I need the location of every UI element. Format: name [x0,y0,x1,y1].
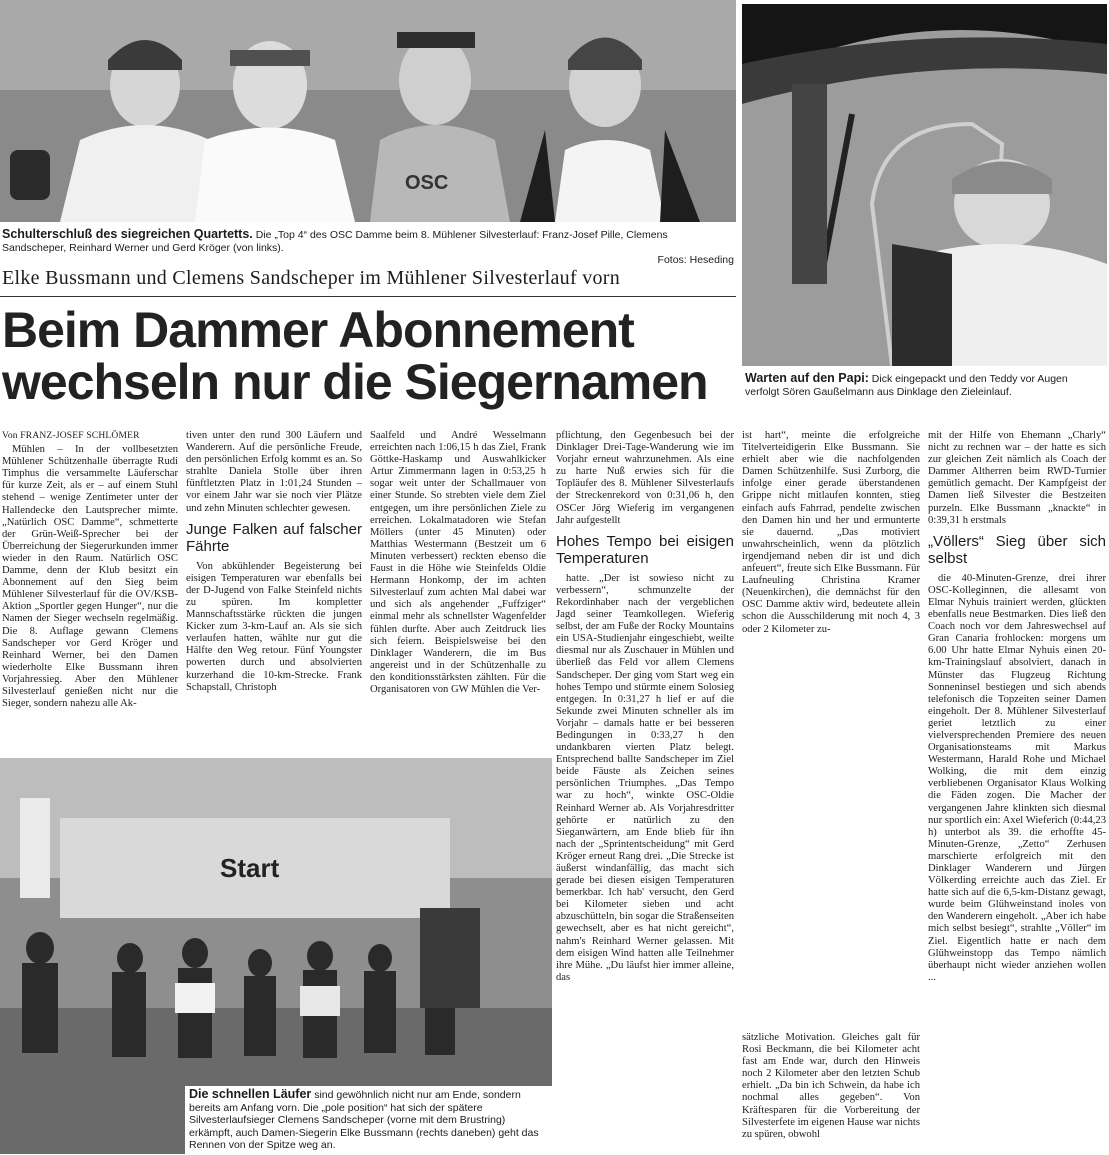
start-banner-text: Start [220,853,280,883]
column-4-text-b: hatte. „Der ist sowieso nicht zu verbessern“, schmunzelte der Rekordinhaber nach der vergeblichen Jagd seiner Teamkollegen. Wieferig selbst, der am Fuße der Rocky Mountains ein USA-Studienjahr eingeschiebt, weilte diesmal nur als Zuschauer in Mühlen und überließ das Feld vor allem Clemens Sandscheper. Der ging vom Start weg ein hohes Tempo und stürmte einem Solosieg entgegen. In 0:31,27 h lief er auf die Sekunde zwei Minuten schneller als im Vorjahr – damals hatte er bei besseren Bedingungen in 0:33,27 h den undankbaren vierten Platz belegt. Entsprechend ballte Sandscheper im Ziel beide Fäuste als Zeichen seines persönlichen Triumphes. „Das Tempo war zu hoch“, winkte OSC-Oldie Reinhard Werner ab. Als Vorjahresdritter gehörte er natürlich zu den Sieganwärtern, am Ende blieb für ihn nach der „Sprintentscheidung“ mit Gerd Kröger erneut Rang drei. „Die Strecke ist äußerst windanfällig, das macht sich gerade bei diesen eisigen Temperaturen bemerkbar. Ich hab' versucht, den Gerd bei Kilometer sieben und acht abzuschütteln, bin sogar die Straßenseiten gewechselt, aber es hat nicht gereicht“, nahm's Reinhard Werner gelassen. Mit dem eisigen Wind hatten alle Teilnehmer ihre Mühe. „Du läufst hier immer alleine, das [556,572,734,983]
subheading-junge-falken: Junge Falken auf falscher Fährte [186,520,362,555]
article-column-6 [928,430,1106,1152]
kicker-rule [0,296,736,297]
stroller-photo [742,4,1107,366]
start-photo-caption [185,1086,555,1154]
article-column-5-bottom [742,1032,920,1152]
subheading-hohes-tempo: Hohes Tempo bei eisigen Temperaturen [556,532,734,567]
article-column-3 [370,430,546,752]
column-2-text-a: tiven unter den rund 300 Läufern und Wanderern. Auf die persönliche Freude, den persönlichen Erfolg kommt es an. So strahlte Daniela Stolle über ihren fünftletzten Platz in 1:01,24 Stunden – vor einem Jahr war sie noch vier Plätze und zehn Minuten schlechter gewesen. [186,430,362,514]
subheading-voellers-sieg: „Völlers“ Sieg über sich selbst [928,532,1106,567]
column-6-text-a: mit der Hilfe von Ehemann „Charly“ nicht zu rechnen war – der hatte es sich zur gleichen Zeit nämlich als Coach der Dammer Altherren beim RWD-Turnier gemütlich gemacht. Der Kampfgeist der Damen ließ Silvester die Bestzeiten purzeln. Elke Bussmann „knackte“ in 0:39,31 h erstmals [928,430,1106,526]
top-photo-caption [2,228,734,267]
stroller-caption-text: Dick eingepackt und den Teddy vor Augen verfolgt Sören Gaußelmann aus Dinklage den Zieleinlauf. [745,373,1068,398]
runners-quartet-image [0,0,736,222]
column-3-text: Saalfeld und André Wesselmann erreichten nach 1:06,15 h das Ziel, Frank Göttke-Haskamp und Auswahlkicker Artur Zimmermann lagen in 0:53,25 h sogar weit unter der Schallmauer von einer Stunde. So strebten viele dem Ziel entgegen, um ihre persönlichen Ziele zu erreichen. Lokalmatadoren wie Stefan Möllers (unter 45 Minuten) oder Matthias Westermann (Bestzeit um 6 Minuten verbessert) reckten ebenso die Faust in die Höhe wie Steinfelds Oldie Hermann Honkomp, der im achten Silvesterlauf zum achten Mal dabei war und sich als angehender „Fuffziger“ einmal mehr als schnellster Wagenfelder fühlen durfte. Aber auch Zeitdruck lies sich feiern. Beispielsweise bei den Dinklager Wanderern, die im Bus angereist und in der Schützenhalle zu den konditionsstärksten zählten. Für die Organisatoren von GW Mühlen die Ver- [370,430,546,695]
article-column-4 [556,430,734,1152]
column-4-text-a: pflichtung, den Gegenbesuch bei der Dinklager Drei-Tage-Wanderung wie im Vorjahr erneut wahrzunehmen. Als eine zu harte Nuß erwies sich für die Topläufer des 8. Mühlener Silvesterlaufs der Streckenrekord von 0:31,06 h, den OSCer Jörg Wieferig im vergangenen Jahr aufgestellt [556,430,734,526]
column-5-text-b: sätzliche Motivation. Gleiches galt für Rosi Beckmann, die bei Kilometer acht fast am Ende war, durch den Hinweis noch 2 Kilometer aber den letzten Schub erhielt. „Da bin ich Schwein, da habe ich nochmal alles gegeben“. Von Kräftesparen für die Vorbereitung der Silvesterfete im eigenen Hause war nichts zu spüren, obwohl [742,1032,920,1140]
top-photo [0,0,736,222]
stroller-photo-caption [745,372,1103,398]
byline: Von FRANZ-JOSEF SCHLÖMER [2,431,140,441]
top-caption-text: Die „Top 4“ des OSC Damme beim 8. Mühlener Silvesterlauf: Franz-Josef Pille, Clemens Sandscheper, Reinhard Werner und Gerd Kröger (von links). [2,229,668,254]
photo-credit: Fotos: Heseding [657,254,734,266]
stroller-image [742,4,1107,366]
column-1-text: Mühlen – In der vollbesetzten Mühlener Schützenhalle überragte Rudi Timphus die versammelte Läuferschar für kurze Zeit, als er – auf einem Stuhl stehend – wenige Zentimeter unter der Hallendecke den Lautsprecher mimte. „Natürlich OSC Damme“, schmetterte der Grün-Weiß-Sprecher bei der Überreichung der Siegerurkunden immer wieder in den Raum. Natürlich OSC Damme, denn der Klub besitzt ein Abonnement auf den Sieg beim Mühlener Silvesterlauf für die OV/KSB-Aktion „Sportler gegen Hunger“, nur die Namen der Sieger wechseln regelmäßig. Die 8. Auflage gewann Clemens Sandscheper vor Gerd Kröger und Reinhard Werner, bei den Damen wiederholte Elke Bussmann ihren Vorjahressieg. Aber den Mühlener Silvesterlauf genießen nicht nur die Sieger, sondern nahezu alle Ak- [2,444,178,710]
column-6-text-b: die 40-Minuten-Grenze, drei ihrer OSC-Kolleginnen, die allesamt von Elmar Nyhuis trainiert werden, glückten ebenfalls neue Bestmarken. Dies ließ den Coach noch vor dem Jahreswechsel auf Gran Canaria frohlocken: morgens um 6.00 Uhr hatte Elmar Nyhuis einen 20-km-Trainingslauf absolviert, danach in Münster das Flugzeug Richtung Sonneninsel bestiegen und sich abends telefonisch die Topzeiten seiner Damen eingeholt. Der 8. Mühlener Silvesterlauf geriet letztlich zu einer vielversprechenden Premiere des neuen Organisationsteams mit Markus Westermann, Harald Rohe und Michael Wolking, die mit dem einzig verbliebenen Organisator Klaus Wolking die Fäden zogen. Die Macher der vergangenen Jahre klinkten sich diesmal nur sportlich ein: Axel Wieferich (0:44,23 h) unterbot als 39. die erhoffte 45-Minuten-Grenze, „Zetto“ Zerhusen marschierte erfolgreich mit den Dinklager Wanderern und Jürgen Völkerding erreichte auch das Ziel. Er hatte sich auf die 6,5-km-Distanz gewagt, wurde beim Glühweinstand inoles von den Wanderern eingeholt. „Aber ich habe mich selbst besiegt“, strahlte „Völler“ im Ziel. Eigentlich hatte er nach dem Glühweinstopp das Tempo nämlich überhaupt nicht wieder anziehen wollen ... [928,572,1106,983]
article-column-5-top [742,430,920,720]
article-column-2 [186,430,362,752]
headline-line-2: wechseln nur die Siegernamen [2,354,708,410]
shirt-label: OSC [405,172,449,194]
stroller-caption-bold: Warten auf den Papi: [745,371,869,385]
start-caption-text: sind gewöhnlich nicht nur am Ende, sondern bereits am Anfang vorn. Die „pole position“ hat sich der spätere Silvesterlaufsieger Clemens Sandscheper (vorne mit dem Brustring) erkämpft, auch Damen-Siegerin Elke Bussmann (rechts daneben) geht das Rennen von der Spitze weg an. [189,1089,539,1151]
headline-line-1: Beim Dammer Abonnement [2,302,634,358]
column-2-text-b: Von abkühlender Begeisterung bei eisigen Temperaturen war ebenfalls bei der D-Jugend von Falke Steinfeld nichts zu spüren. Im kompletter Mannschaftsstärke rückten die jungen Kicker zum 3-km-Lauf an. Als sie sich verlaufen hatten, wählte nur gut die Hälfte den Weg retour. Fünf Youngster powerten durch und absolvierten kurzerhand die 10-km-Strecke. Frank Schapstall, Christoph [186,560,362,693]
article-column-1 [2,430,178,752]
start-caption-bold: Die schnellen Läufer [189,1087,312,1101]
column-5-text-a: ist hart“, meinte die erfolgreiche Titelverteidigerin Elke Bussmann. Sie erhielt aber wie die nachfolgenden Damen Schützenhilfe. Susi Zurborg, die infolge einer gerade überstandenen Grippe nicht mitlaufen konnten, stieg einfach aufs Fahrrad, pendelte zwischen den Damen hin und her und ermunterte sie dauernd. „Das motiviert unwahrscheinlich, wenn da plötzlich irgendjemand neben dir ist und dich anfeuert“, freute sich Elke Bussmann. Für Laufneuling Christina Kramer (Neuenkirchen), die demnächst für den OSC Damme aktiv wird, bedeutete allein schon die Ausschilderung mit noch 4, 3 oder 2 Kilometer zu- [742,430,920,635]
article-kicker: Elke Bussmann und Clemens Sandscheper im Mühlener Silvesterlauf vorn [2,267,621,289]
top-caption-bold: Schulterschluß des siegreichen Quartetts. [2,227,253,241]
